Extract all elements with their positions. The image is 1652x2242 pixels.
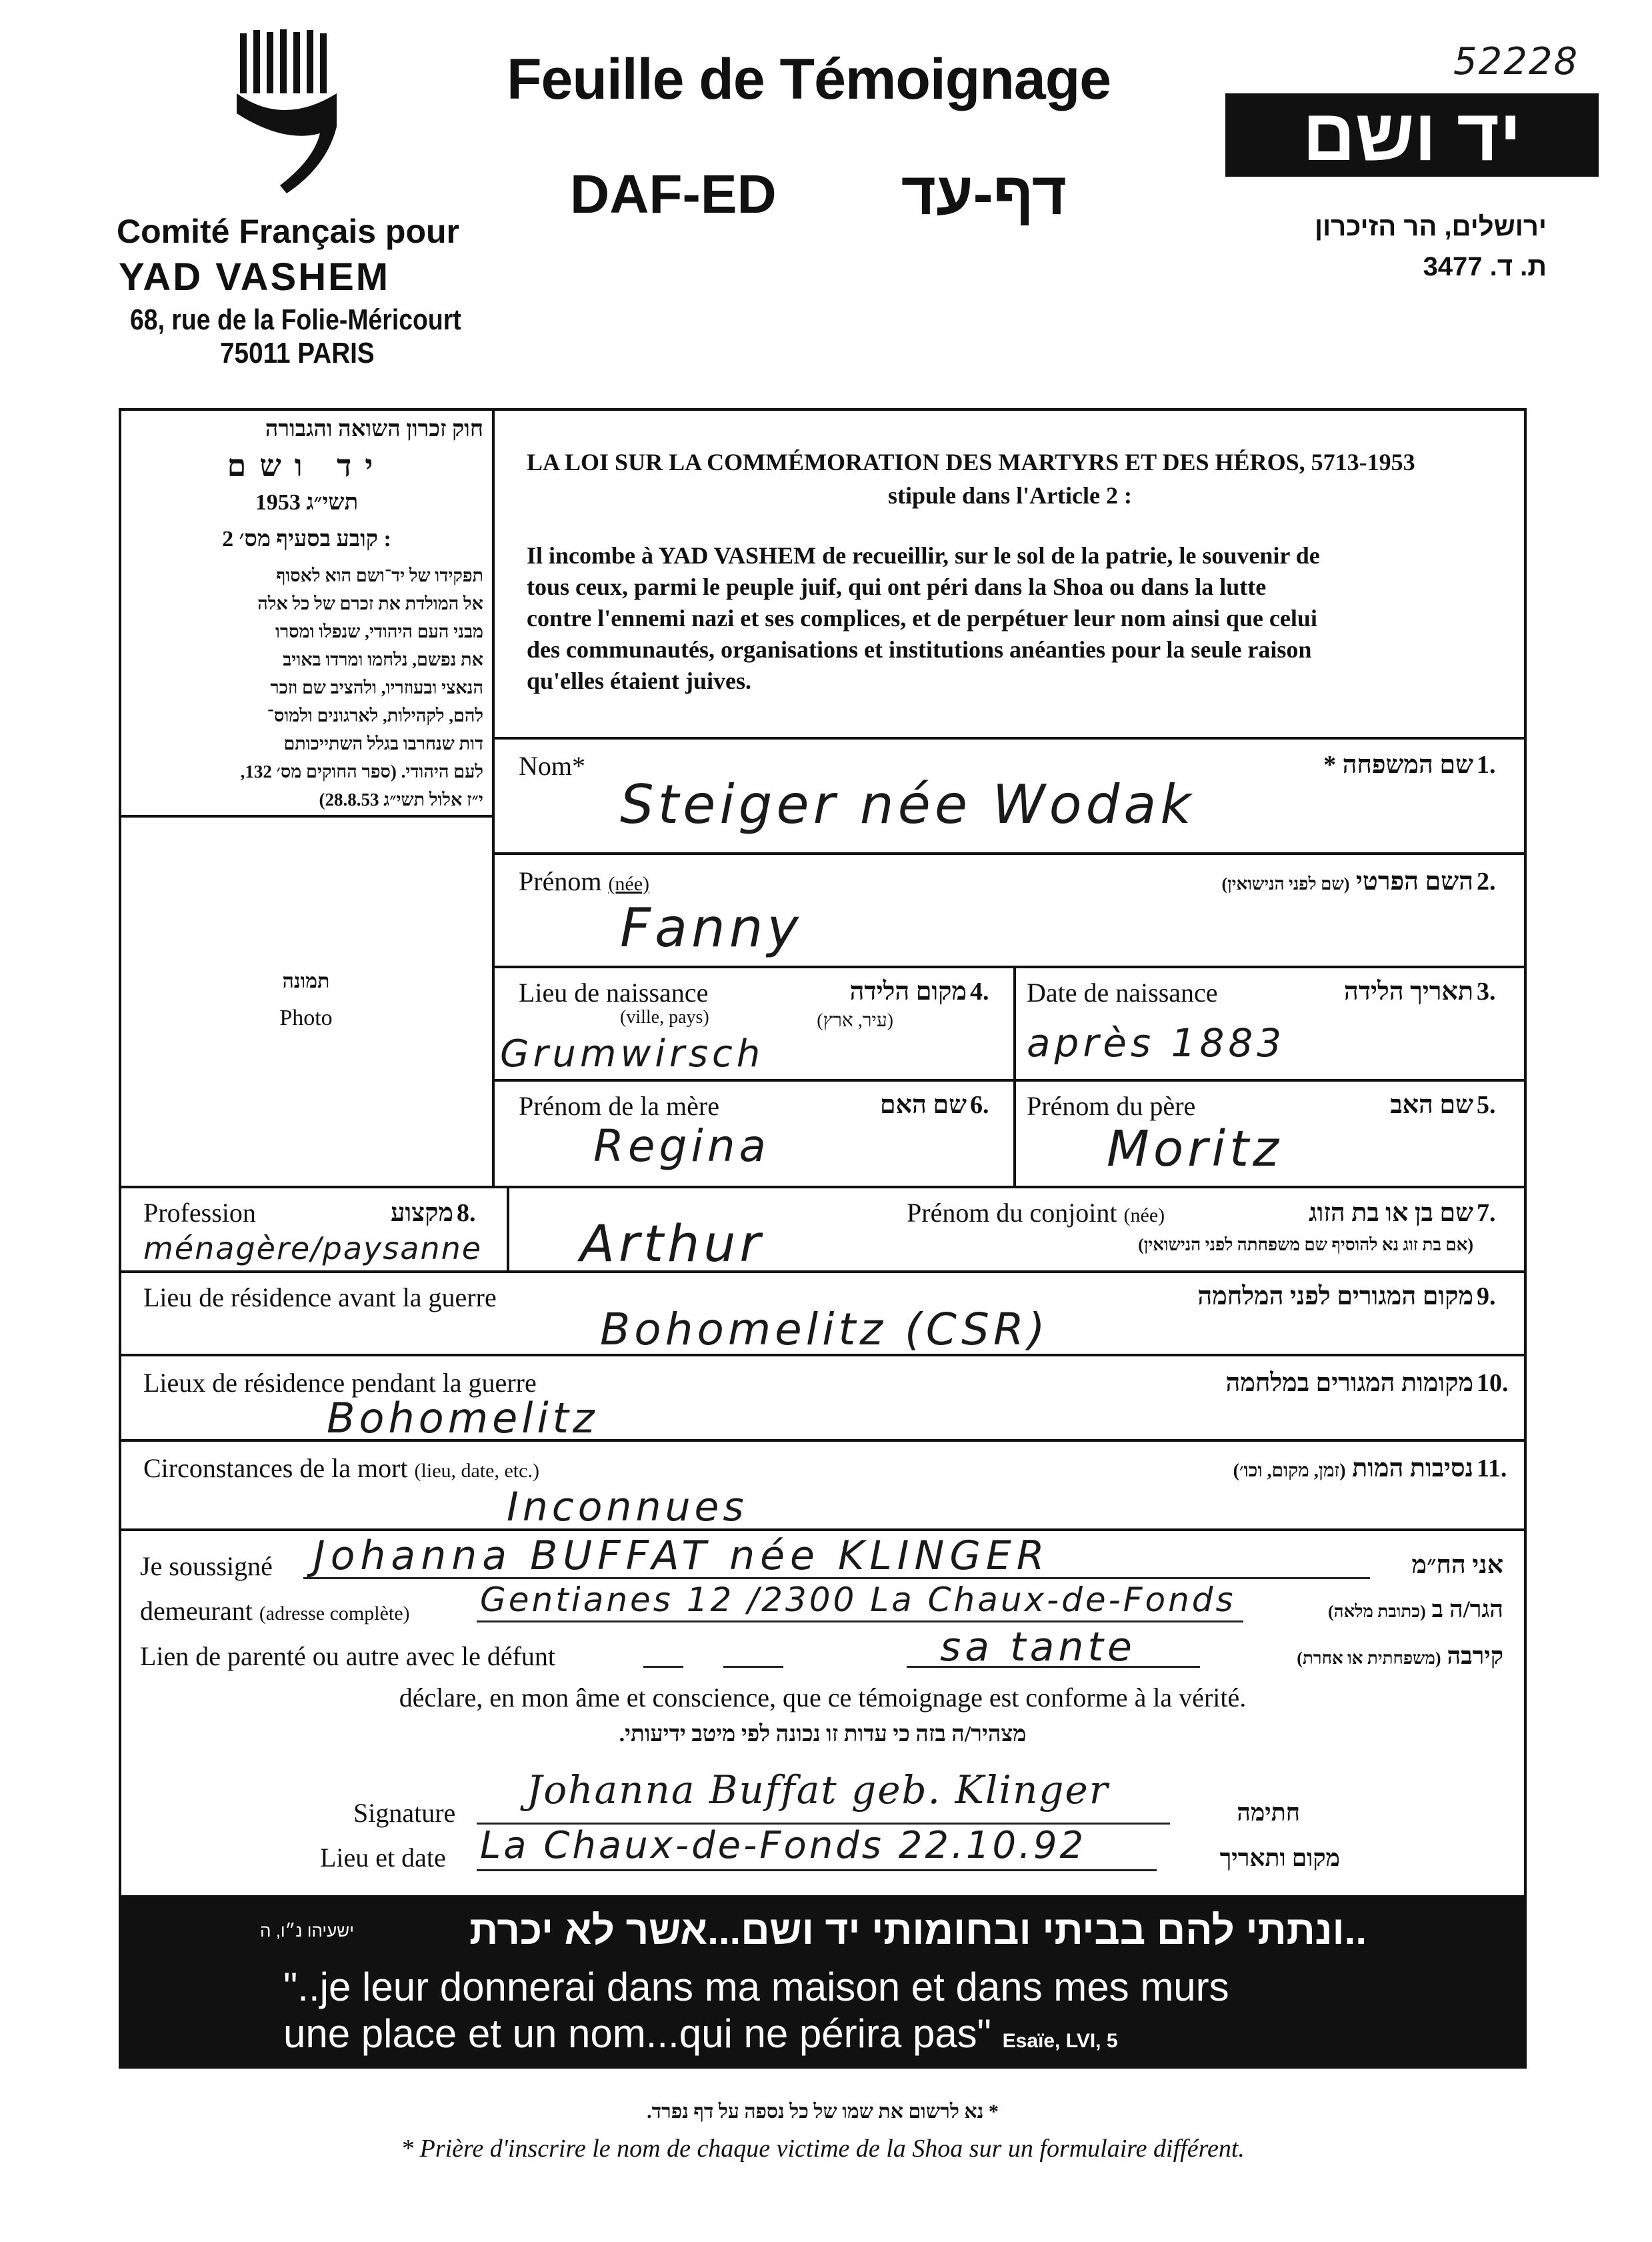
law-line: des communautés, organisations et institutions anéanties pour la seule raison	[527, 636, 1312, 663]
prenom-value[interactable]: Fanny	[620, 897, 803, 959]
prenom-hebrew-note: (שם לפני הנישואין)	[1221, 874, 1350, 894]
nom-label: Nom*	[519, 751, 585, 781]
hebrew-yad-vashem: יד ושם	[227, 449, 387, 483]
address-line2: 75011 PARIS	[220, 337, 375, 369]
prenom-pere-hebrew-label: שם האב	[1390, 1091, 1473, 1119]
residence-avant-number: 9.	[1477, 1282, 1496, 1310]
hebrew-law-line: י״ז אלול תשי״ג 28.8.53)	[319, 790, 483, 810]
residence-pendant-label: Lieux de résidence pendant la guerre	[143, 1368, 537, 1398]
soussigne-hebrew-label: אני הח״מ	[1411, 1551, 1503, 1579]
hebrew-law-line: את נפשם, נלחמו ומרדו באויב	[283, 650, 483, 670]
lieu-naissance-label: Lieu de naissance	[519, 978, 709, 1008]
prenom-pere-number: 5.	[1477, 1091, 1496, 1119]
hebrew-law-line: מבני העם היהודי, שנפלו ומסרו	[275, 622, 483, 642]
lieu-naissance-hebrew-note: (עיר, ארץ)	[817, 1010, 893, 1031]
circonstances-hebrew-note: (זמן, מקום, וכו׳)	[1233, 1460, 1346, 1481]
hebrew-law-line: תפקידו של יד־ושם הוא לאסוף	[276, 566, 483, 586]
residence-avant-hebrew-label: מקום המגורים לפני המלחמה	[1197, 1282, 1473, 1310]
footer-note: * Prière d'inscrire le nom de chaque victime de la Shoa sur un formulaire différent.	[401, 2135, 1245, 2163]
daf-ed-hebrew: דף-עד	[901, 161, 1067, 227]
residence-pendant-value[interactable]: Bohomelitz	[327, 1394, 599, 1442]
hebrew-law-line: הנאצי ובעוזריו, ולהציב שם וזכר	[270, 678, 483, 698]
committee-line1: Comité Français pour	[117, 213, 459, 250]
demeurant-label-text: demeurant	[140, 1596, 253, 1626]
hebrew-law-line: לעם היהודי. (ספר החוקים מס׳ 132,	[240, 762, 483, 782]
jerusalem-line: ירושלים, הר הזיכרון	[1315, 212, 1547, 241]
lieu-date-value[interactable]: La Chaux-de-Fonds 22.10.92	[480, 1824, 1087, 1867]
signature-value[interactable]: Johanna Buffat geb. Klinger	[527, 1767, 1109, 1813]
signature-label: Signature	[353, 1798, 456, 1828]
prenom-mere-label: Prénom de la mère	[519, 1091, 719, 1121]
po-box: ת. ד. 3477	[1423, 252, 1547, 281]
conjoint-hebrew-note: (אם בת זוג נא להוסיף שם משפחתה לפני הנישואין)	[1138, 1235, 1473, 1254]
document-number: 52228	[1453, 40, 1579, 83]
residence-pendant-number: 10.	[1477, 1369, 1509, 1397]
residence-avant-value[interactable]: Bohomelitz (CSR)	[600, 1304, 1049, 1355]
demeurant-label-note: (adresse complète)	[259, 1602, 410, 1624]
prenom-mere-number: 6.	[970, 1091, 989, 1119]
lien-hebrew-note: (משפחתית או אחרת)	[1297, 1648, 1441, 1668]
soussigne-value[interactable]: Johanna BUFFAT née KLINGER	[313, 1532, 1050, 1579]
profession-value[interactable]: ménagère/paysanne	[143, 1230, 483, 1266]
hebrew-law-line: להם, לקהילות, לארגונים ולמוס־	[267, 706, 483, 726]
quote-line1: "..je leur donnerai dans ma maison et dans mes murs	[283, 1965, 1229, 2009]
hebrew-law-title: חוק זכרון השואה והגבורה	[265, 417, 483, 441]
nom-number: 1.	[1477, 751, 1496, 779]
footer-hebrew-note: * נא לרשום את שמו של כל נספה על דף נפרד.	[647, 2101, 999, 2123]
form-title: Feuille de Témoignage	[507, 47, 1111, 111]
residence-pendant-hebrew-label: מקומות המגורים במלחמה	[1225, 1369, 1473, 1397]
lien-label: Lien de parenté ou autre avec le défunt	[140, 1641, 556, 1671]
lieu-naissance-hebrew-label: מקום הלידה	[849, 978, 967, 1006]
lien-value[interactable]: sa tante	[940, 1624, 1136, 1670]
law-subtitle: stipule dans l'Article 2 :	[888, 482, 1132, 509]
hebrew-law-line: אל המולדת את זכרם של כל אלה	[257, 594, 483, 614]
committee-line2: YAD VASHEM	[119, 255, 391, 299]
lieu-date-label: Lieu et date	[320, 1843, 446, 1873]
nom-hebrew-label: שם המשפחה *	[1323, 751, 1473, 779]
profession-hebrew-label: מקצוע	[391, 1199, 453, 1227]
conjoint-hebrew-label: שם בן או בת הזוג	[1309, 1199, 1473, 1227]
declaration-hebrew: מצהיר/ה בזה כי עדות זו נכונה לפי מיטב ידיעותי.	[619, 1722, 1027, 1747]
address-line1: 68, rue de la Folie-Méricourt	[130, 303, 461, 336]
hebrew-clause: קובע בסעיף מס׳ 2 :	[222, 527, 391, 551]
date-naissance-hebrew-label: תאריך הלידה	[1343, 978, 1473, 1006]
date-naissance-value[interactable]: après 1883	[1027, 1020, 1286, 1066]
quote-line2	[283, 2011, 1118, 2057]
circonstances-hebrew-text: נסיבות המות	[1352, 1454, 1473, 1482]
hebrew-quote: ..ונתתי להם בביתי ובחומותי יד ושם...אשר לא יכרת	[469, 1908, 1367, 1953]
law-line: qu'elles étaient juives.	[527, 668, 751, 694]
hebrew-law-line: דות שנחרבו בגלל השתייכותם	[283, 734, 483, 754]
law-line: Il incombe à YAD VASHEM de recueillir, sur le sol de la patrie, le souvenir de	[527, 542, 1320, 569]
lien-hebrew-label	[1207, 1642, 1503, 1670]
circonstances-label-note: (lieu, date, etc.)	[414, 1460, 539, 1482]
conjoint-label-text: Prénom du conjoint	[907, 1198, 1117, 1228]
quote-source: Esaïe, LVI, 5	[1002, 2030, 1118, 2052]
lieu-naissance-number: 4.	[970, 978, 989, 1006]
profession-label: Profession	[143, 1198, 256, 1228]
demeurant-hebrew-label	[1253, 1595, 1503, 1623]
law-line: contre l'ennemi nazi et ses complices, et de perpétuer leur nom ainsi que celui	[527, 605, 1317, 632]
prenom-label	[519, 866, 649, 897]
demeurant-label	[140, 1595, 410, 1626]
photo-label-hebrew: תמונה	[282, 970, 330, 992]
soussigne-label: Je soussigné	[140, 1551, 273, 1581]
prenom-hebrew-label	[1067, 867, 1473, 896]
nom-value[interactable]: Steiger née Wodak	[620, 774, 1195, 836]
circonstances-label	[143, 1452, 539, 1484]
conjoint-number: 7.	[1477, 1199, 1496, 1227]
circonstances-label-text: Circonstances de la mort	[143, 1453, 408, 1483]
lieu-date-hebrew-label: מקום ותאריך	[1219, 1845, 1340, 1871]
photo-label: Photo	[279, 1006, 333, 1030]
prenom-mere-hebrew-label: שם האם	[879, 1091, 967, 1119]
law-title: LA LOI SUR LA COMMÉMORATION DES MARTYRS ET DES HÉROS, 5713-1953	[527, 449, 1415, 475]
demeurant-hebrew-text: הגר/ה ב	[1431, 1596, 1503, 1622]
date-naissance-label: Date de naissance	[1027, 978, 1218, 1008]
lien-hebrew-text: קירבה	[1447, 1642, 1503, 1669]
hebrew-year: תשי״ג 1953	[255, 490, 359, 515]
lieu-naissance-note: (ville, pays)	[620, 1007, 709, 1028]
date-naissance-number: 3.	[1477, 978, 1496, 1006]
conjoint-value[interactable]: Arthur	[580, 1214, 765, 1273]
prenom-label-note: (née)	[608, 873, 650, 895]
conjoint-label	[907, 1197, 1165, 1228]
demeurant-hebrew-note: (כתובת מלאה)	[1328, 1602, 1426, 1621]
law-line: tous ceux, parmi le peuple juif, qui ont péri dans la Shoa ou dans la lutte	[527, 574, 1267, 600]
law-text	[527, 540, 1320, 697]
residence-avant-label: Lieu de résidence avant la guerre	[143, 1282, 497, 1312]
circonstances-hebrew-label	[1067, 1454, 1473, 1483]
circonstances-value[interactable]: Inconnues	[507, 1484, 748, 1530]
signature-hebrew-label: חתימה	[1237, 1799, 1300, 1826]
yad-vashem-emblem-icon	[227, 27, 360, 207]
prenom-mere-value[interactable]: Regina	[593, 1120, 770, 1172]
prenom-label-text: Prénom	[519, 866, 602, 896]
prenom-pere-label: Prénom du père	[1027, 1091, 1196, 1121]
hebrew-law-text	[130, 562, 483, 814]
prenom-hebrew-text: השם הפרטי	[1355, 868, 1473, 896]
quote-line2-text: une place et un nom...qui ne périra pas"	[283, 2011, 991, 2056]
prenom-number: 2.	[1477, 868, 1496, 896]
prenom-pere-value[interactable]: Moritz	[1107, 1120, 1283, 1178]
demeurant-value[interactable]: Gentianes 12 /2300 La Chaux-de-Fonds	[480, 1580, 1236, 1619]
conjoint-label-note: (née)	[1123, 1204, 1165, 1226]
yad-vashem-logo: יד ושם	[1225, 93, 1599, 177]
circonstances-number: 11.	[1477, 1454, 1507, 1482]
profession-number: 8.	[457, 1199, 476, 1227]
hebrew-quote-source: ישעיהו נ״ו, ה	[260, 1921, 355, 1941]
lieu-naissance-value[interactable]: Grumwirsch	[500, 1032, 765, 1076]
daf-ed-latin: DAF-ED	[570, 164, 777, 225]
declaration: déclare, en mon âme et conscience, que ce témoignage est conforme à la vérité.	[399, 1683, 1247, 1713]
